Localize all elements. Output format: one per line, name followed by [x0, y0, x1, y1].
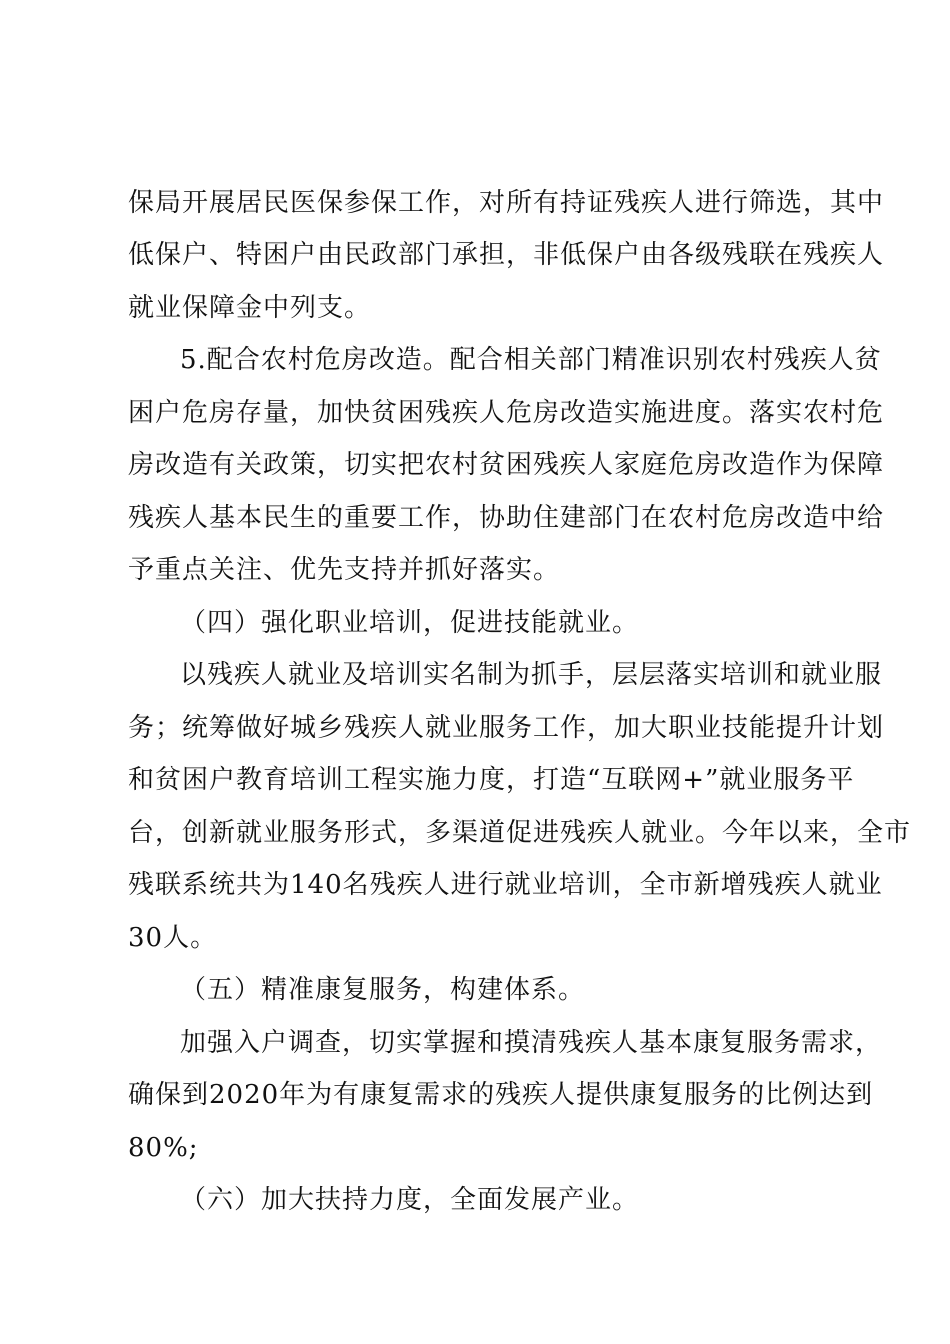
text-line: 残疾人基本民生的重要工作，协助住建部门在农村危房改造中给: [128, 503, 885, 533]
text-line: 房改造有关政策，切实把农村贫困残疾人家庭危房改造作为保障: [128, 450, 885, 480]
text-line: 就业保障金中列支。: [128, 293, 372, 323]
text-line: 以残疾人就业及培训实名制为抓手，层层落实培训和就业服: [180, 660, 883, 690]
text-line: 低保户、特困户由民政部门承担，非低保户由各级残联在残疾人: [128, 240, 885, 270]
text-line: 确保到2020年为有康复需求的残疾人提供康复服务的比例达到: [128, 1080, 874, 1110]
section-heading: （四）强化职业培训，促进技能就业。: [180, 608, 640, 638]
text-line: 务；统筹做好城乡残疾人就业服务工作，加大职业技能提升计划: [128, 713, 885, 743]
section-heading: （五）精准康复服务，构建体系。: [180, 975, 586, 1005]
text-line: 5.配合农村危房改造。配合相关部门精准识别农村残疾人贫: [180, 345, 882, 375]
text-line: 残联系统共为140名残疾人进行就业培训，全市新增残疾人就业: [128, 870, 883, 900]
text-line: 30人。: [128, 923, 218, 953]
text-line: 80%;: [128, 1133, 199, 1163]
section-heading: （六）加大扶持力度，全面发展产业。: [180, 1185, 640, 1215]
text-line: 加强入户调查，切实掌握和摸清残疾人基本康复服务需求，: [180, 1028, 883, 1058]
text-line: 保局开展居民医保参保工作，对所有持证残疾人进行筛选，其中: [128, 188, 885, 218]
text-line: 予重点关注、优先支持并抓好落实。: [128, 555, 561, 585]
text-line: 和贫困户教育培训工程实施力度，打造“互联网+”就业服务平: [128, 765, 855, 795]
text-line: 台，创新就业服务形式，多渠道促进残疾人就业。今年以来，全市: [128, 818, 912, 848]
text-line: 困户危房存量，加快贫困残疾人危房改造实施进度。落实农村危: [128, 398, 885, 428]
